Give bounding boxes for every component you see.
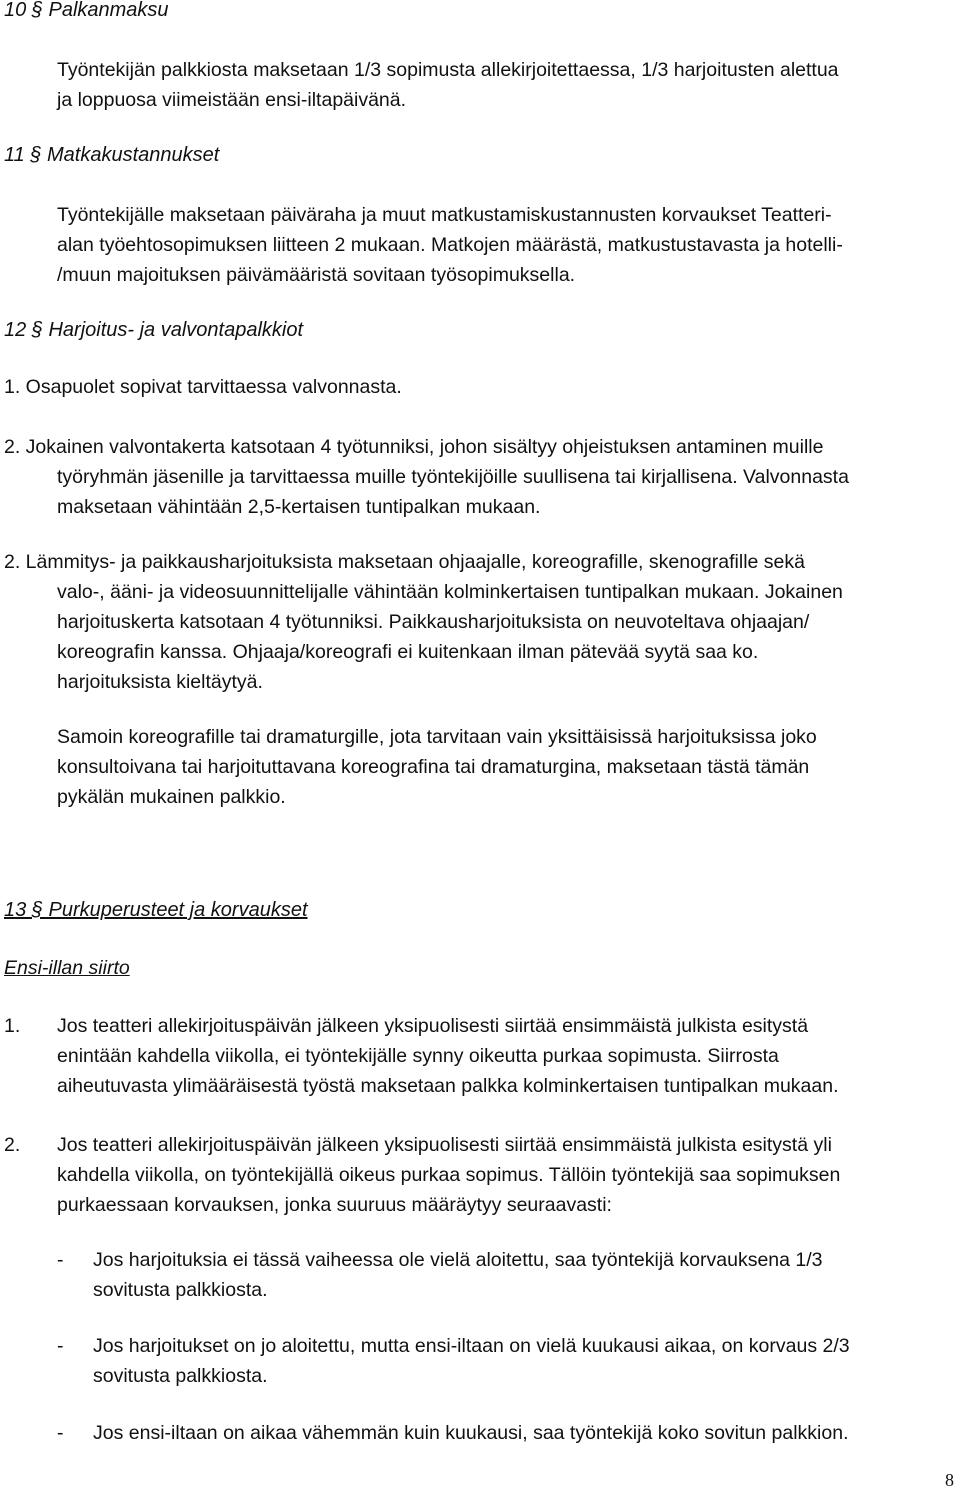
section-12-item-3: [4, 547, 957, 697]
text-line: enintään kahdella viikolla, ei työntekijälle synny oikeutta purkaa sopimusta. Siirrosta: [57, 1045, 779, 1067]
text-line: ja loppuosa viimeistään ensi-iltapäivänä.: [57, 89, 407, 111]
text-line: valo-, ääni- ja videosuunnittelijalle vähintään kolminkertaisen tuntipalkan mukaan. Jokainen: [57, 581, 843, 603]
bullet-item: [0, 1331, 960, 1391]
section-12-heading: 12 § Harjoitus- ja valvontapalkkiot: [4, 319, 304, 341]
text-line: purkaessaan korvauksen, jonka suuruus määräytyy seuraavasti:: [57, 1194, 612, 1216]
text-line: sovitusta palkkiosta.: [93, 1365, 268, 1387]
text-line: harjoituksista kieltäytyä.: [57, 671, 263, 693]
section-13-item-1: [0, 1011, 960, 1101]
item-number: 2.: [4, 1134, 21, 1156]
bullet-text: [93, 1418, 957, 1448]
text-line: koreografin kanssa. Ohjaaja/koreografi ei kuitenkaan ilman pätevää syytä saa ko.: [57, 641, 759, 663]
page-number: 8: [945, 1470, 954, 1490]
section-12-paragraph: [57, 722, 957, 812]
text-line: työryhmän jäsenille ja tarvittaessa muille työntekijöille suullisena tai kirjallisena. Valvonnasta: [57, 466, 849, 488]
section-13-item-2: [0, 1130, 960, 1220]
text-line: Jos harjoitukset on jo aloitettu, mutta ensi-iltaan on vielä kuukausi aikaa, on korvaus 2/3: [93, 1335, 850, 1357]
bullet-text: [93, 1331, 957, 1391]
section-10-heading: 10 § Palkanmaksu: [4, 0, 169, 21]
text-line: /muun majoituksen päivämääristä sovitaan työsopimuksella.: [57, 264, 576, 286]
text-line: maksetaan vähintään 2,5-kertaisen tuntipalkan mukaan.: [57, 496, 541, 518]
bullet-dash: -: [57, 1249, 64, 1271]
text-line: aiheutuvasta ylimääräisestä työstä maksetaan palkka kolminkertaisen tuntipalkan mukaan.: [57, 1075, 839, 1097]
section-11-paragraph: [57, 200, 957, 290]
text-line: sovitusta palkkiosta.: [93, 1279, 268, 1301]
text-line: harjoituskerta katsotaan 4 työtunniksi. Paikkausharjoituksista on neuvoteltava ohjaajan/: [57, 611, 810, 633]
item-number: 1.: [4, 1015, 21, 1037]
section-12-item-2: [4, 432, 957, 522]
bullet-dash: -: [57, 1335, 64, 1357]
item-text: [57, 1130, 957, 1220]
bullet-dash: -: [57, 1422, 64, 1444]
text-line: 2. Lämmitys- ja paikkausharjoituksista maksetaan ohjaajalle, koreografille, skenografille sekä: [4, 551, 805, 573]
item-text: [57, 1011, 957, 1101]
bullet-text: [93, 1245, 957, 1305]
section-13-subheading: Ensi-illan siirto: [4, 957, 130, 979]
section-11-heading: 11 § Matkakustannukset: [4, 144, 220, 166]
bullet-item: [0, 1245, 960, 1305]
text-line: Jos harjoituksia ei tässä vaiheessa ole vielä aloitettu, saa työntekijä korvauksena 1/3: [93, 1249, 823, 1271]
text-line: kahdella viikolla, on työntekijällä oikeus purkaa sopimus. Tällöin työntekijä saa sopimuksen: [57, 1164, 841, 1186]
text-line: pykälän mukainen palkkio.: [57, 786, 286, 808]
text-line: Jos teatteri allekirjoituspäivän jälkeen yksipuolisesti siirtää ensimmäistä julkista esitystä: [57, 1015, 809, 1037]
section-10-paragraph: [57, 55, 957, 115]
section-12-item-1: 1. Osapuolet sopivat tarvittaessa valvonnasta.: [4, 376, 402, 398]
text-line: Jos teatteri allekirjoituspäivän jälkeen yksipuolisesti siirtää ensimmäistä julkista esitystä yli: [57, 1134, 832, 1156]
bullet-item: [0, 1418, 960, 1448]
section-13-heading: 13 § Purkuperusteet ja korvaukset: [4, 899, 308, 921]
text-line: alan työehtosopimuksen liitteen 2 mukaan. Matkojen määrästä, matkustustavasta ja hotelli-: [57, 234, 843, 256]
text-line: konsultoivana tai harjoituttavana koreografina tai dramaturgina, maksetaan tästä tämän: [57, 756, 810, 778]
text-line: 2. Jokainen valvontakerta katsotaan 4 työtunniksi, johon sisältyy ohjeistuksen antaminen muille: [4, 436, 824, 458]
text-line: Työntekijälle maksetaan päiväraha ja muut matkustamiskustannusten korvaukset Teatteri-: [57, 204, 832, 226]
text-line: Jos ensi-iltaan on aikaa vähemmän kuin kuukausi, saa työntekijä koko sovitun palkkion.: [93, 1422, 849, 1444]
text-line: Työntekijän palkkiosta maksetaan 1/3 sopimusta allekirjoitettaessa, 1/3 harjoitusten alettua: [57, 59, 839, 81]
text-line: Samoin koreografille tai dramaturgille, jota tarvitaan vain yksittäisissä harjoituksissa joko: [57, 726, 817, 748]
